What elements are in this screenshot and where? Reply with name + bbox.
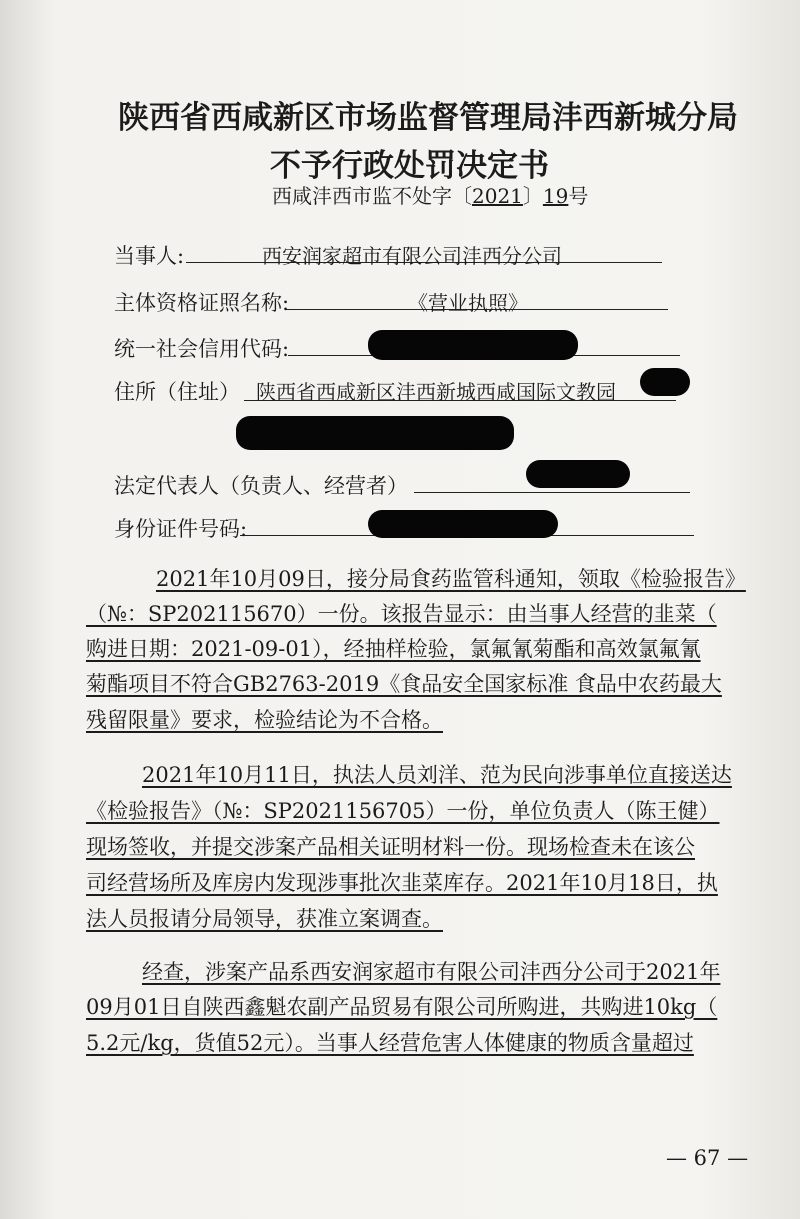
paragraph-3-line: 经查，涉案产品系西安润家超市有限公司沣西分公司于2021年 (142, 960, 721, 984)
id-number-label: 身份证件号码: (114, 517, 248, 541)
qualification-label: 主体资格证照名称: (114, 291, 290, 315)
paragraph-3-line: 5.2元/kg，货值52元）。当事人经营危害人体健康的物质含量超过 (86, 1031, 694, 1055)
document-title-line2: 不予行政处罚决定书 (270, 148, 549, 184)
doc-number-suffix: 号 (568, 184, 589, 208)
doc-number-prefix: 西咸沣西市监不处字〔 (272, 184, 472, 208)
redaction-credit-code (368, 330, 578, 360)
qualification-value: 《营业执照》 (408, 291, 528, 315)
party-label: 当事人: (114, 244, 185, 268)
doc-number-seq: 19 (542, 184, 569, 208)
page-number: — 67 — (666, 1146, 749, 1170)
document-title-line1: 陕西省西咸新区市场监督管理局沣西新城分局 (118, 100, 738, 136)
doc-number-year: 2021 (472, 184, 523, 208)
redaction-address-end (640, 368, 690, 396)
redaction-legal-rep (526, 460, 630, 488)
paragraph-2-line: 法人员报请分局领导，获准立案调查。 (86, 907, 443, 931)
address-value: 陕西省西咸新区沣西新城西咸国际文教园 (256, 380, 616, 404)
paragraph-2-line: 《检验报告》（№：SP2021156705）一份，单位负责人（陈王健） (86, 799, 720, 823)
document-number (272, 180, 588, 209)
address-label: 住所（住址） (114, 380, 240, 404)
paragraph-2-line: 现场签收，并提交涉案产品相关证明材料一份。现场检查未在该公 (86, 835, 695, 859)
paragraph-3-line: 09月01日自陕西鑫魁农副产品贸易有限公司所购进，共购进10kg（ (86, 995, 718, 1019)
redaction-id-number (368, 510, 558, 538)
legal-rep-label: 法定代表人（负责人、经营者） (114, 474, 408, 498)
paragraph-1-line: 购进日期：2021-09-01），经抽样检验，氯氟氰菊酯和高效氯氟氰 (86, 637, 701, 661)
redaction-address-line2 (236, 416, 514, 450)
paragraph-1-line: 2021年10月09日，接分局食药监管科通知，领取《检验报告》 (156, 567, 746, 591)
paragraph-2-line: 司经营场所及库房内发现涉事批次韭菜库存。2021年10月18日，执 (86, 871, 718, 895)
paragraph-1-line: （№：SP202115670）一份。该报告显示：由当事人经营的韭菜（ (86, 602, 717, 626)
credit-code-label: 统一社会信用代码: (114, 337, 290, 361)
doc-number-mid: 〕 (522, 184, 543, 208)
legal-rep-underline (414, 492, 690, 493)
paragraph-1-line: 残留限量》要求，检验结论为不合格。 (86, 708, 443, 732)
paragraph-2-line: 2021年10月11日，执法人员刘洋、范为民向涉事单位直接送达 (142, 763, 732, 787)
paragraph-1-line: 菊酯项目不符合GB2763-2019《食品安全国家标准 食品中农药最大 (86, 672, 722, 696)
party-value: 西安润家超市有限公司沣西分公司 (262, 244, 562, 268)
